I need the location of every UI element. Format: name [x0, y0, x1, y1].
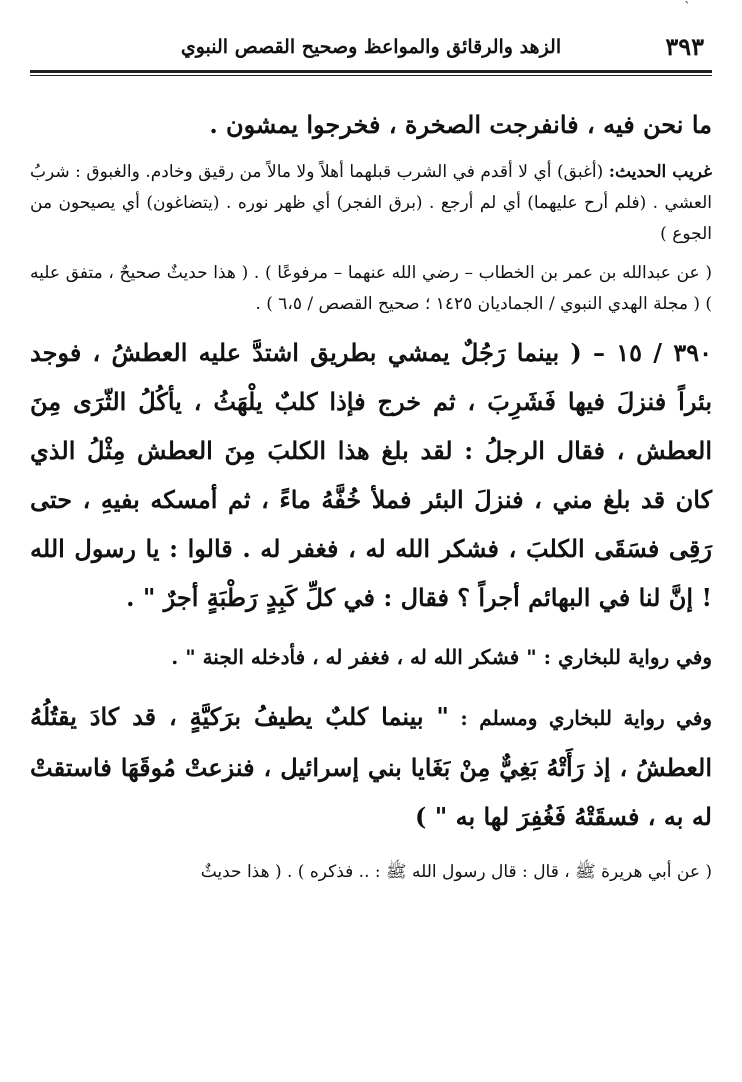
- bukhari-text: " فشكر الله له ، فغفر له ، فأدخله الجنة " .: [171, 645, 537, 669]
- paragraph-continuation: ما نحن فيه ، فانفرجت الصخرة ، فخرجوا يمشون .: [209, 110, 712, 139]
- bukhari-muslim-text: " بينما كلبٌ يطيفُ برَكيَّةٍ ، قد كادَ يقتُلُهُ العطشُ ، إذ رَأَتْهُ بَغِيٌّ مِنْ بَغَايا بني إسرائيل ، فنزعتْ مُوقَهَا فاستقتْ له به ، فسقَتْهُ فَغُفِرَ لها به " ): [30, 702, 712, 831]
- corner-mark: `: [684, 0, 691, 16]
- gharib-note: [30, 157, 712, 250]
- gharib-label: غريب الحديث:: [608, 162, 712, 182]
- bukhari-muslim-narration: [30, 692, 712, 841]
- hadith-390: ٣٩٠ / ١٥ – ( بينما رَجُلٌ يمشي بطريق اشتدَّ عليه العطشُ ، فوجد بئراً فنزلَ فيها فَشَرِبَ ، ثم خرج فإذا كلبٌ يلْهَثُ ، يأكُلُ الثّرَى مِنَ العطش ، فقال الرجلُ : لقد بلغ هذا الكلبَ مِنَ العطش مِثْلُ الذي كان قد بلغ مني ، فنزلَ البئر فملأ خُفَّهُ ماءً ، ثم أمسكه بفيهِ ، حتى رَقِى فسَقَى الكلبَ ، فشكر الله له ، فغفر له . قالوا : يا رسول الله ! إنَّ لنا في البهائم أجراً ؟ فقال : في كلِّ كَبِدٍ رَطْبَةٍ أجرٌ " .: [30, 338, 712, 612]
- page-number: ٣٩٣: [665, 32, 704, 61]
- header-rule: [30, 70, 712, 76]
- bukhari-narration: [30, 638, 712, 676]
- bukhari-muslim-label: وفي رواية للبخاري ومسلم :: [448, 706, 712, 730]
- source-citation-1: ( عن عبدالله بن عمر بن الخطاب – رضي الله عنهما – مرفوعًا ) . ( هذا حديثٌ صحيحٌ ، متفق عليه ) ( مجلة الهدي النبوي / الجماديان ١٤٢٥ ؛ صحيح القصص / ٦،٥ ) .: [30, 263, 712, 314]
- source-citation-2: ( عن أبي هريرة ﷺ ، قال : قال رسول الله ﷺ : .. فذكره ) . ( هذا حديثٌ: [200, 862, 712, 882]
- page-body: [30, 100, 712, 888]
- running-title: الزهد والرقائق والمواعظ وصحيح القصص النبوي: [180, 36, 562, 58]
- page-header: [30, 26, 712, 66]
- bukhari-label: وفي رواية للبخاري :: [536, 645, 712, 669]
- gharib-text: (أغبق) أي لا أقدم في الشرب قبلهما أهلاً ولا مالاً من رقيق وخادم. والغبوق : شربُ العشي . (فلم أرح عليهما) أي لم أرجع . (برق الفجر) أي ظهر نوره . (يتضاغون) أي يصيحون من الجوع ): [30, 162, 712, 244]
